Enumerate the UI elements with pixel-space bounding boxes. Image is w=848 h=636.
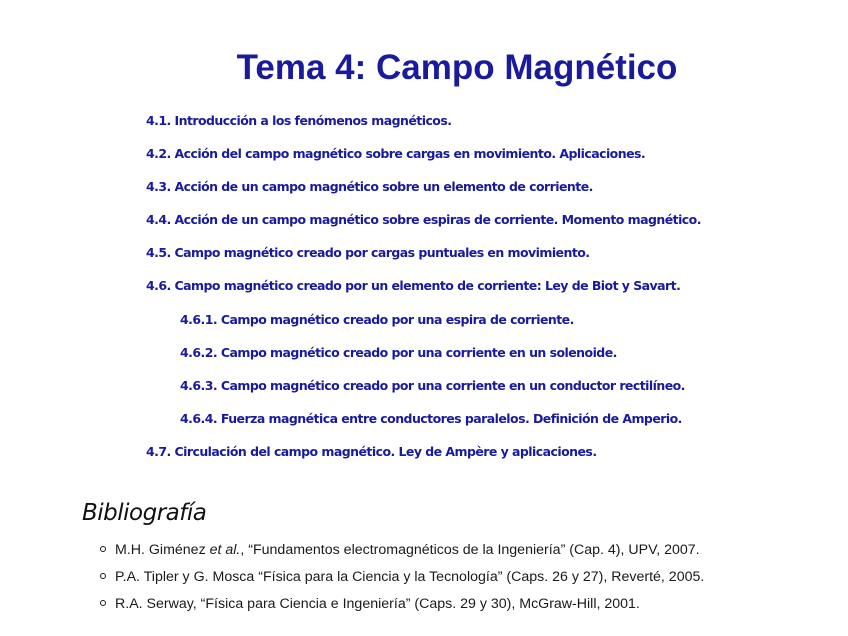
bullet-icon	[100, 546, 106, 552]
page-title: Tema 4: Campo Magnético	[236, 48, 678, 87]
bibliography-item-italic: et al.	[209, 542, 241, 558]
toc-subitem: 4.6.3. Campo magnético creado por una corriente en un conductor rectilíneo.	[180, 378, 685, 393]
bullet-icon	[100, 600, 106, 606]
toc-subitem: 4.6.1. Campo magnético creado por una espira de corriente.	[180, 312, 574, 327]
toc-item: 4.1. Introducción a los fenómenos magnéticos.	[146, 113, 452, 128]
bibliography-heading: Bibliografía	[82, 500, 207, 526]
bibliography-item-text: R.A. Serway, “Física para Ciencia e Ingeniería” (Caps. 29 y 30), McGraw-Hill, 2001.	[115, 596, 640, 612]
toc-subitem: 4.6.4. Fuerza magnética entre conductores paralelos. Definición de Amperio.	[180, 411, 682, 426]
bibliography-item	[100, 541, 700, 559]
toc-item: 4.5. Campo magnético creado por cargas puntuales en movimiento.	[146, 245, 590, 260]
toc-item: 4.6. Campo magnético creado por un elemento de corriente: Ley de Biot y Savart.	[146, 278, 681, 293]
bibliography-item	[100, 568, 704, 586]
bibliography-item-text: M.H. Giménez	[115, 542, 210, 558]
toc-subitem: 4.6.2. Campo magnético creado por una corriente en un solenoide.	[180, 345, 617, 360]
toc-item: 4.4. Acción de un campo magnético sobre espiras de corriente. Momento magnético.	[146, 212, 701, 227]
bibliography-item-text: , “Fundamentos electromagnéticos de la Ingeniería” (Cap. 4), UPV, 2007.	[240, 542, 700, 558]
bullet-icon	[100, 573, 106, 579]
toc-item: 4.3. Acción de un campo magnético sobre un elemento de corriente.	[146, 179, 593, 194]
bibliography-item	[100, 595, 640, 613]
toc-item: 4.2. Acción del campo magnético sobre cargas en movimiento. Aplicaciones.	[146, 146, 646, 161]
bibliography-item-text: P.A. Tipler y G. Mosca “Física para la Ciencia y la Tecnología” (Caps. 26 y 27), Reverté, 2005.	[115, 569, 705, 585]
toc-item: 4.7. Circulación del campo magnético. Ley de Ampère y aplicaciones.	[146, 444, 597, 459]
